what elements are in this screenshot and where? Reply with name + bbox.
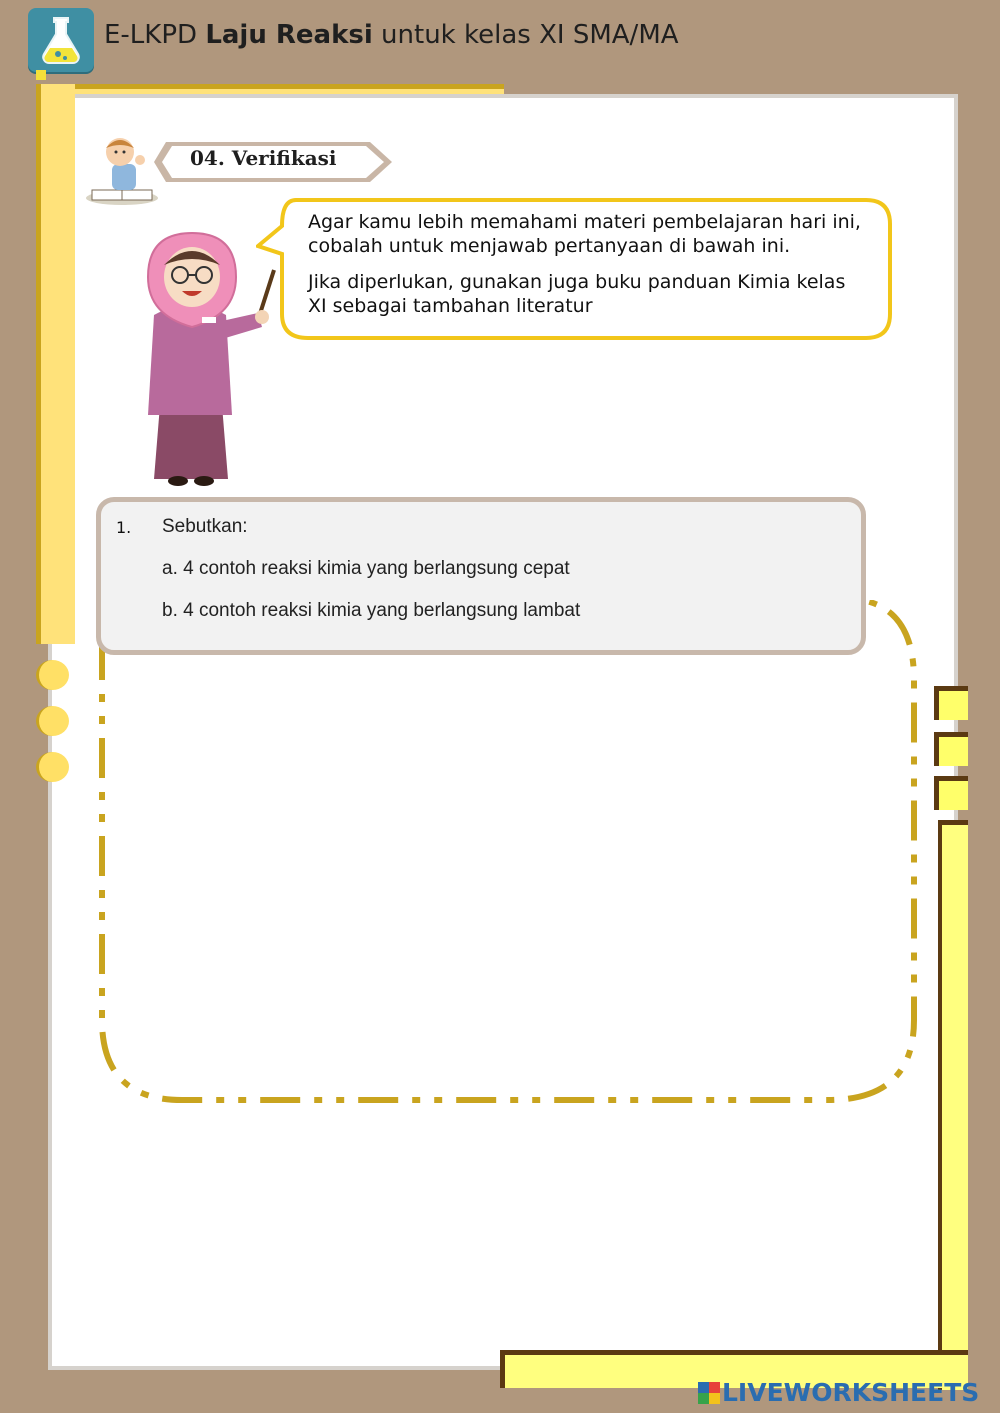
frame-right-bar: [938, 820, 968, 1390]
binder-dot: [36, 660, 69, 690]
liveworksheets-logo[interactable]: LIVEWORKSHEETS: [698, 1378, 979, 1407]
side-tab: [934, 732, 968, 766]
side-tab: [934, 686, 968, 720]
logo-square-icon: [698, 1382, 720, 1404]
question-number: 1.: [116, 518, 132, 537]
question-item-b: b. 4 contoh reaksi kimia yang berlangsung lambat: [162, 600, 581, 621]
instruction-paragraph: Agar kamu lebih memahami materi pembelajaran hari ini, cobalah untuk menjawab pertanyaan di bawah ini.: [308, 211, 861, 257]
instruction-paragraph: Jika diperlukan, gunakan juga buku panduan Kimia kelas XI sebagai tambahan literatur: [308, 271, 846, 317]
answer-area[interactable]: [92, 600, 918, 1105]
question-item-a: a. 4 contoh reaksi kimia yang berlangsung cepat: [162, 558, 570, 579]
flask-icon: [28, 8, 94, 72]
question-title: Sebutkan:: [162, 516, 248, 537]
side-tab: [934, 776, 968, 810]
section-title: 04. Verifikasi: [190, 146, 337, 170]
frame-left-bar: [36, 84, 75, 644]
binder-dot: [36, 752, 69, 782]
document-topic: Laju Reaksi: [205, 20, 373, 50]
binder-dot: [36, 706, 69, 736]
document-title: E-LKPD Laju Reaksi untuk kelas XI SMA/MA: [104, 20, 679, 50]
instruction-text: [308, 210, 868, 330]
